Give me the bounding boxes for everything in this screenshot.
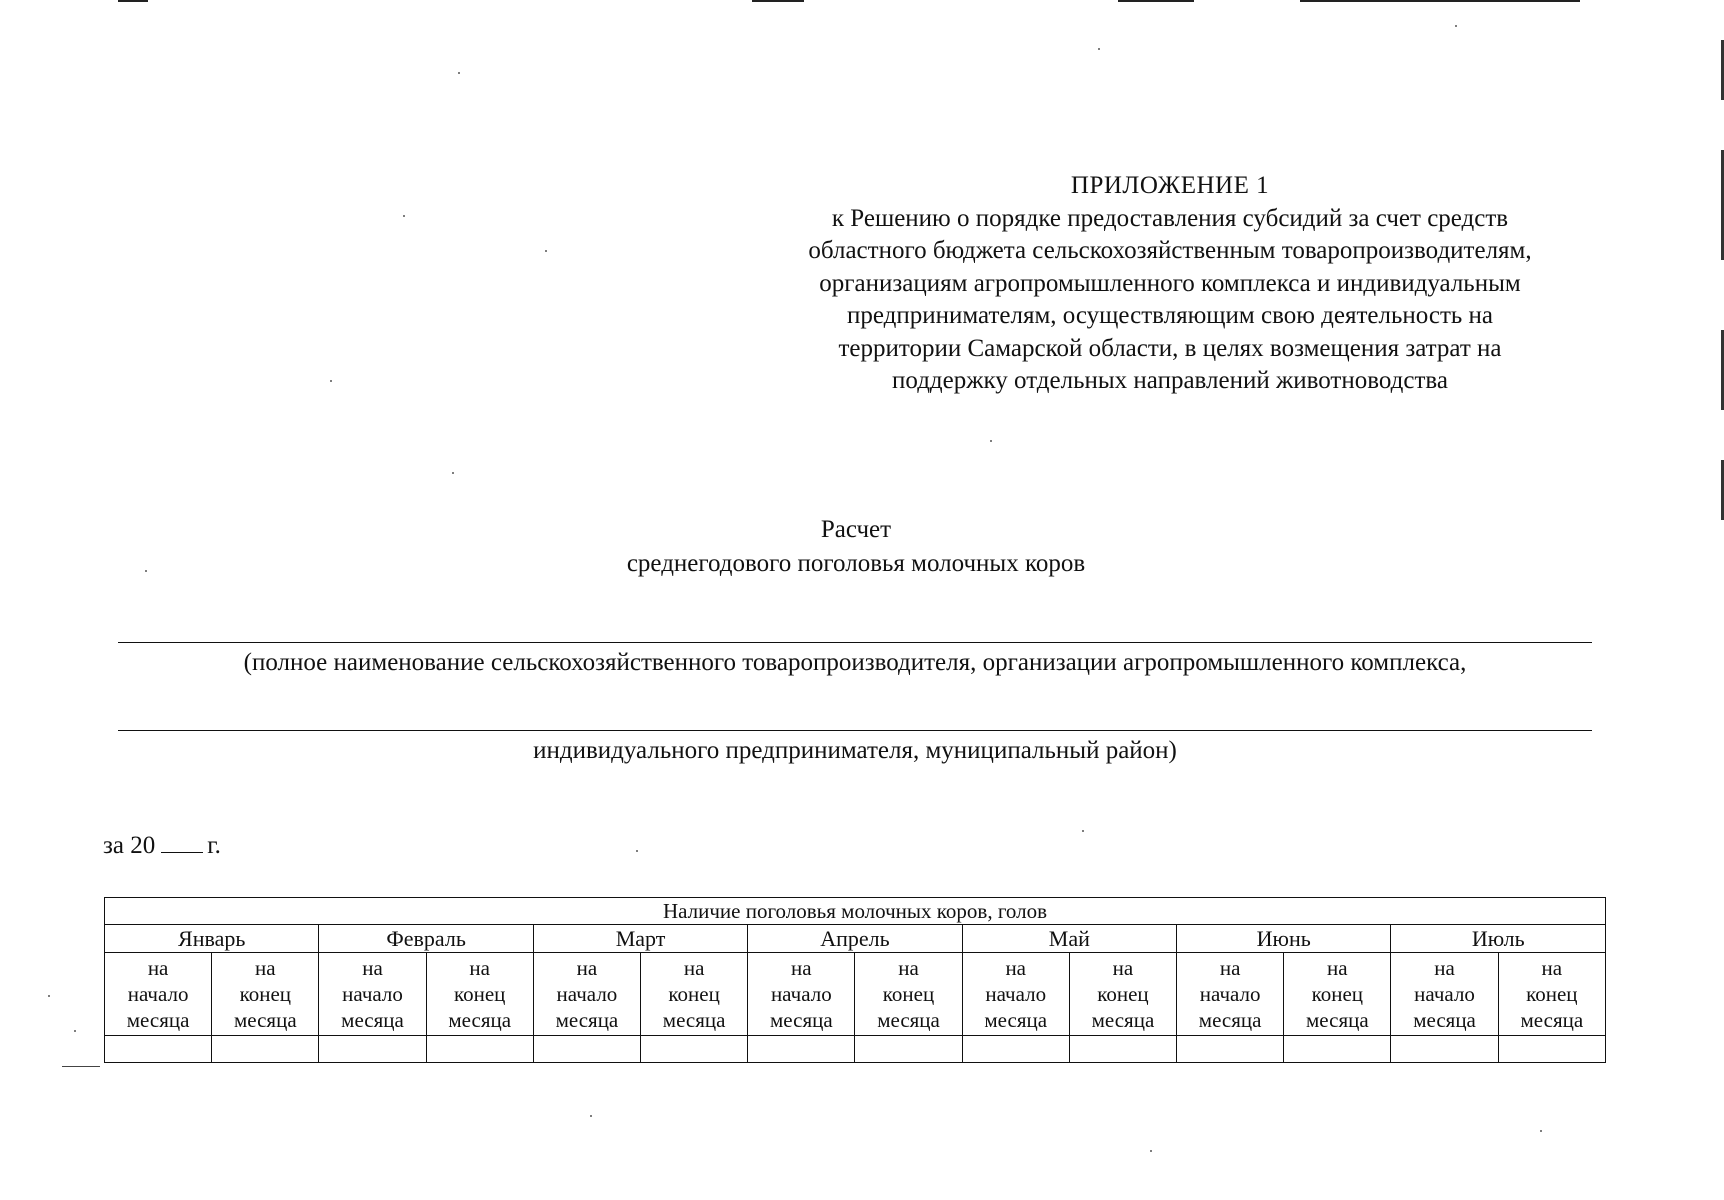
end-of-month-header: на конец месяца xyxy=(641,953,748,1036)
scan-speck xyxy=(990,440,992,442)
end-of-month-header: на конец месяца xyxy=(1284,953,1391,1036)
end-of-month-header: на конец месяца xyxy=(1498,953,1605,1036)
scan-speck xyxy=(590,1115,592,1117)
data-cell xyxy=(641,1036,748,1063)
scan-speck xyxy=(1098,48,1100,50)
period-row xyxy=(105,953,1606,1036)
scan-speck xyxy=(74,1030,76,1032)
start-of-month-header: на начало месяца xyxy=(105,953,212,1036)
scan-speck xyxy=(636,850,638,852)
scan-edge-line xyxy=(1300,0,1580,2)
start-of-month-header: на начало месяца xyxy=(319,953,426,1036)
document-title-block xyxy=(450,513,1262,581)
data-cell xyxy=(1391,1036,1498,1063)
scan-speck xyxy=(458,72,460,74)
appendix-reference-text: к Решению о порядке предоставления субсидий за счет средств областного бюджета сельскохозяйственным товаропроизводителям, организациям агропромышленного комплекса и индивидуальным предпринимателям, осуществляющим свою деятельность на территории Самарской области, в целях возмещения затрат на поддержку отдельных направлений животноводства xyxy=(808,204,1532,394)
producer-name-line-2 xyxy=(118,730,1592,731)
data-cell xyxy=(748,1036,855,1063)
data-cell xyxy=(1498,1036,1605,1063)
end-of-month-header: на конец месяца xyxy=(1069,953,1176,1036)
data-cell xyxy=(1177,1036,1284,1063)
herd-table xyxy=(104,897,1606,1063)
document-title: Расчет xyxy=(820,516,892,543)
year-blank-field xyxy=(161,830,203,853)
scan-speck xyxy=(545,250,547,252)
scan-edge-line xyxy=(62,1066,100,1067)
table-row xyxy=(105,1036,1606,1063)
start-of-month-header: на начало месяца xyxy=(533,953,640,1036)
scan-edge-line xyxy=(1118,0,1194,2)
month-header: Июнь xyxy=(1177,925,1391,953)
data-cell xyxy=(426,1036,533,1063)
data-cell xyxy=(212,1036,319,1063)
start-of-month-header: на начало месяца xyxy=(962,953,1069,1036)
data-cell xyxy=(105,1036,212,1063)
appendix-header xyxy=(740,170,1600,398)
table-caption: Наличие поголовья молочных коров, голов xyxy=(105,898,1606,925)
data-cell xyxy=(855,1036,962,1063)
scan-speck xyxy=(145,570,147,572)
data-cell xyxy=(962,1036,1069,1063)
month-header: Март xyxy=(533,925,747,953)
scan-speck xyxy=(1082,830,1084,832)
scan-speck xyxy=(48,995,50,997)
start-of-month-header: на начало месяца xyxy=(1391,953,1498,1036)
scan-speck xyxy=(452,472,454,474)
month-header: Февраль xyxy=(319,925,533,953)
start-of-month-header: на начало месяца xyxy=(748,953,855,1036)
month-header: Апрель xyxy=(748,925,962,953)
data-cell xyxy=(1069,1036,1176,1063)
year-line xyxy=(103,830,221,861)
scan-edge-line xyxy=(118,0,148,2)
data-cell xyxy=(533,1036,640,1063)
year-suffix: г. xyxy=(207,832,221,859)
start-of-month-header: на начало месяца xyxy=(1177,953,1284,1036)
end-of-month-header: на конец месяца xyxy=(855,953,962,1036)
month-header: Июль xyxy=(1391,925,1606,953)
data-cell xyxy=(1284,1036,1391,1063)
scan-edge-line xyxy=(752,0,804,2)
scan-speck xyxy=(1150,1150,1152,1152)
year-prefix: за 20 xyxy=(103,832,156,859)
producer-caption-line-2: индивидуального предпринимателя, муниципальный район) xyxy=(533,737,1177,764)
data-cell xyxy=(319,1036,426,1063)
producer-name-line-1 xyxy=(118,642,1592,643)
scan-speck xyxy=(1455,25,1457,27)
document-subtitle: среднегодового поголовья молочных коров xyxy=(626,550,1086,577)
scan-speck xyxy=(330,380,332,382)
table-caption-row xyxy=(105,898,1606,925)
month-header: Январь xyxy=(105,925,319,953)
scan-speck xyxy=(403,215,405,217)
end-of-month-header: на конец месяца xyxy=(426,953,533,1036)
month-header: Май xyxy=(962,925,1176,953)
scan-speck xyxy=(1540,1130,1542,1132)
month-row xyxy=(105,925,1606,953)
end-of-month-header: на конец месяца xyxy=(212,953,319,1036)
producer-caption-line-1: (полное наименование сельскохозяйственного товаропроизводителя, организации агропромышленного комплекса, xyxy=(243,649,1467,676)
appendix-title: ПРИЛОЖЕНИЕ 1 xyxy=(1070,172,1270,199)
